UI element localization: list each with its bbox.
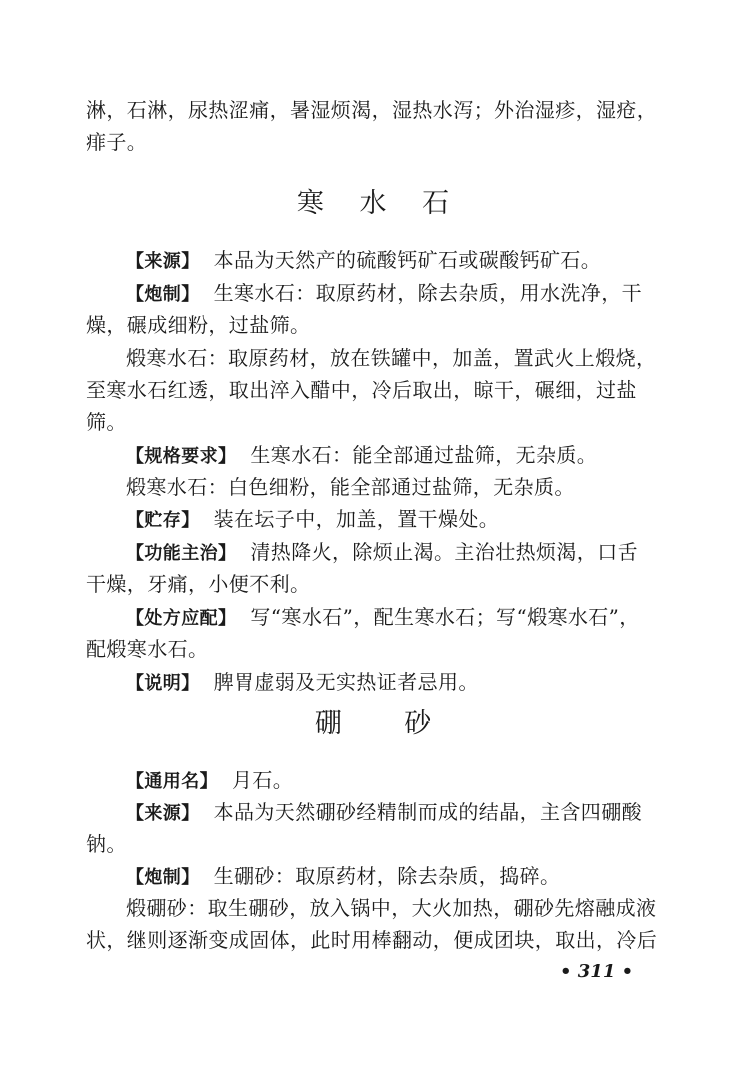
s1-func-text: 清热降火，除烦止渴。主治壮热烦渴，口舌	[250, 540, 639, 564]
s1-func-label: 【功能主治】	[126, 543, 237, 564]
page-number: • 311 •	[560, 961, 634, 982]
s1-rx-line-2: 配煅寒水石。	[86, 637, 209, 661]
s2-common-line	[126, 766, 661, 796]
intro-line-2: 痱子。	[86, 130, 148, 154]
s2-common-label: 【通用名】	[126, 771, 218, 792]
intro-line-1: 淋，石淋，尿热涩痛，暑湿烦渴，湿热水泻；外治湿疹，湿疮，	[86, 98, 658, 122]
s1-proc-line	[126, 279, 661, 309]
s1-calc-line-1: 煅寒水石：取原药材，放在铁罐中，加盖，置武火上煅烧，	[126, 346, 657, 370]
s1-calc-line-2: 至寒水石红透，取出淬入醋中，冷后取出，晾干，碾细，过盐	[86, 378, 637, 402]
section-title-hanshuishi: 寒 水 石	[296, 188, 450, 219]
s1-rx-line	[126, 603, 661, 633]
s2-source-label: 【来源】	[126, 803, 200, 824]
s1-proc-line-2: 燥，碾成细粉，过盐筛。	[86, 313, 311, 337]
s1-func-line	[126, 538, 661, 568]
s2-proc-text: 生硼砂：取原药材，除去杂质，捣碎。	[213, 864, 561, 888]
s2-source-line-2: 钠。	[86, 832, 127, 856]
s2-source-line	[126, 798, 661, 828]
s1-note-label: 【说明】	[126, 673, 200, 694]
s1-note-text: 脾胃虚弱及无实热证者忌用。	[213, 670, 479, 694]
s2-proc-line	[126, 862, 661, 892]
s2-proc-label: 【炮制】	[126, 867, 200, 888]
s1-proc-text: 生寒水石：取原药材，除去杂质，用水洗净，干	[213, 281, 643, 305]
s1-store-line	[126, 505, 661, 535]
s2-calc-line-1: 煅硼砂：取生硼砂，放入锅中，大火加热，硼砂先熔融成液	[126, 896, 657, 920]
s1-proc-label: 【炮制】	[126, 284, 200, 305]
s2-common-text: 月石。	[232, 768, 294, 792]
s1-store-label: 【贮存】	[126, 510, 200, 531]
s1-rx-label: 【处方应配】	[126, 608, 237, 629]
s1-spec-text: 生寒水石：能全部通过盐筛，无杂质。	[250, 443, 598, 467]
s1-store-text: 装在坛子中，加盖，置干燥处。	[213, 507, 500, 531]
s1-calc-line-3: 筛。	[86, 410, 127, 434]
s1-source-line	[126, 246, 661, 276]
s1-note-line	[126, 668, 661, 698]
s1-spec-line	[126, 441, 661, 471]
s1-source-label: 【来源】	[126, 251, 200, 272]
section-title-pengsha: 硼 砂	[314, 708, 432, 739]
s1-source-text: 本品为天然产的硫酸钙矿石或碳酸钙矿石。	[213, 248, 602, 272]
s1-func-line-2: 干燥，牙痛，小便不利。	[86, 572, 311, 596]
s2-source-text: 本品为天然硼砂经精制而成的结晶，主含四硼酸	[213, 800, 643, 824]
s1-spec-line-2: 煅寒水石：白色细粉，能全部通过盐筛，无杂质。	[126, 475, 575, 499]
s2-calc-line-2: 状，继则逐渐变成固体，此时用棒翻动，便成团块，取出，冷后	[86, 928, 658, 952]
s1-spec-label: 【规格要求】	[126, 446, 237, 467]
s1-rx-text: 写“寒水石”，配生寒水石；写“煅寒水石”，	[250, 605, 640, 629]
